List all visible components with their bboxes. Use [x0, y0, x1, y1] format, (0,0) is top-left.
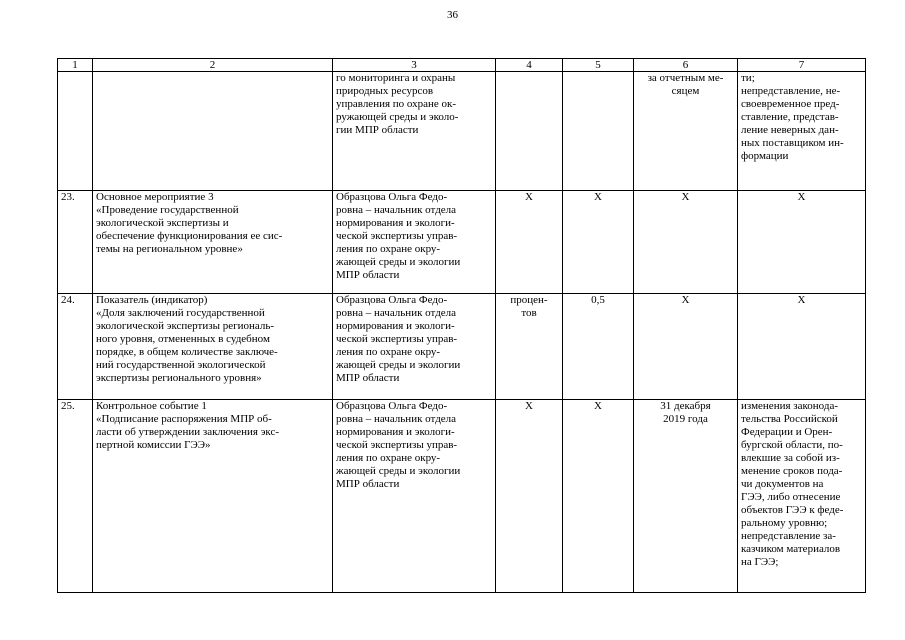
text-line: порядке, в общем количестве заключе- [96, 346, 278, 358]
date-cell [634, 400, 738, 593]
value-cell [563, 191, 634, 294]
value-cell [563, 72, 634, 191]
header-cell: 7 [738, 59, 866, 72]
item-cell [93, 400, 333, 593]
table-row [58, 400, 866, 593]
text-line: экологической экспертизы региональ- [96, 320, 275, 332]
text-line: Контрольное событие 1 [96, 400, 207, 412]
text-line: «Доля заключений государственной [96, 307, 265, 319]
date-cell [634, 72, 738, 191]
responsible-cell [333, 72, 496, 191]
text-line: ления по охране окру- [336, 346, 441, 358]
header-cell: 5 [563, 59, 634, 72]
table-row [58, 72, 866, 191]
text-line: ружающей среды и эколо- [336, 111, 459, 123]
text-line: за отчетным ме- [647, 72, 724, 84]
text-line: Х [797, 294, 806, 306]
text-line: МПР области [336, 372, 400, 384]
text-line: менение сроков пода- [741, 465, 843, 477]
header-cell: 1 [58, 59, 93, 72]
row-number: 25. [58, 400, 93, 593]
unit-cell [496, 191, 563, 294]
text-line: ческой экспертизы управ- [336, 333, 458, 345]
text-line: ний государственной экологической [96, 359, 266, 371]
header-cell: 4 [496, 59, 563, 72]
unit-cell [496, 400, 563, 593]
text-line: казчиком материалов [741, 543, 841, 555]
text-line: МПР области [336, 478, 400, 490]
text-line: го мониторинга и охраны [336, 72, 456, 84]
text-line: «Проведение государственной [96, 204, 239, 216]
text-line: экологической экспертизы и [96, 217, 229, 229]
date-cell [634, 191, 738, 294]
text-line: ческой экспертизы управ- [336, 439, 458, 451]
text-line: ных поставщиком ин- [741, 137, 844, 149]
value-cell [563, 400, 634, 593]
text-line: обеспечение функционирования ее сис- [96, 230, 283, 242]
text-line: темы на региональном уровне» [96, 243, 243, 255]
unit-cell [496, 72, 563, 191]
text-line: гии МПР области [336, 124, 419, 136]
text-line: своевременное пред- [741, 98, 840, 110]
text-line: Х [681, 294, 690, 306]
text-line: ного уровня, отмененных в судебном [96, 333, 270, 345]
risk-cell [738, 294, 866, 400]
text-line: ставление, представ- [741, 111, 839, 123]
text-line: жающей среды и экологии [336, 359, 461, 371]
text-line: сяцем [671, 85, 700, 97]
text-line: ровна – начальник отдела [336, 204, 457, 216]
table-row [58, 294, 866, 400]
text-line: Образцова Ольга Федо- [336, 294, 448, 306]
text-line: ления по охране окру- [336, 243, 441, 255]
responsible-cell [333, 294, 496, 400]
text-line: Х [594, 400, 602, 412]
text-line: Х [525, 400, 533, 412]
header-row [58, 59, 866, 72]
text-line: непредставление, не- [741, 85, 841, 97]
item-cell [93, 72, 333, 191]
text-line: Показатель (индикатор) [96, 294, 208, 306]
text-line: ГЭЭ, либо отнесение [741, 491, 841, 503]
risk-cell [738, 191, 866, 294]
text-line: влекшие за собой из- [741, 452, 840, 464]
text-line: ласти об утверждении заключения экс- [96, 426, 280, 438]
text-line: 2019 года [663, 413, 708, 425]
text-line: непредставление за- [741, 530, 836, 542]
text-line: ления по охране окру- [336, 452, 441, 464]
text-line: экспертизы регионального уровня» [96, 372, 262, 384]
text-line: Образцова Ольга Федо- [336, 191, 448, 203]
text-line: жающей среды и экологии [336, 465, 461, 477]
text-line: жающей среды и экологии [336, 256, 461, 268]
unit-cell [496, 294, 563, 400]
text-line: Х [797, 191, 806, 203]
row-number: 24. [58, 294, 93, 400]
text-line: Х [681, 191, 690, 203]
item-cell [93, 294, 333, 400]
row-number: 23. [58, 191, 93, 294]
value-cell [563, 294, 634, 400]
text-line: Х [594, 191, 602, 203]
text-line: ральному уровню; [741, 517, 828, 529]
text-line: ление неверных дан- [741, 124, 839, 136]
text-line: ровна – начальник отдела [336, 413, 457, 425]
text-line: нормирования и экологи- [336, 426, 455, 438]
text-line: бургской области, по- [741, 439, 843, 451]
text-line: МПР области [336, 269, 400, 281]
risk-cell [738, 72, 866, 191]
text-line: управления по охране ок- [336, 98, 457, 110]
text-line: Основное мероприятие 3 [96, 191, 214, 203]
header-cell: 3 [333, 59, 496, 72]
text-line: тельства Российской [741, 413, 838, 425]
text-line: нормирования и экологи- [336, 320, 455, 332]
item-cell [93, 191, 333, 294]
text-line: Федерации и Орен- [741, 426, 833, 438]
header-cell: 6 [634, 59, 738, 72]
header-cell: 2 [93, 59, 333, 72]
text-line: изменения законода- [741, 400, 838, 412]
text-line: 0,5 [591, 294, 605, 306]
text-line: нормирования и экологи- [336, 217, 455, 229]
text-line: Образцова Ольга Федо- [336, 400, 448, 412]
page-number: 36 [447, 9, 458, 21]
measures-table [57, 58, 866, 593]
text-line: ровна – начальник отдела [336, 307, 457, 319]
responsible-cell [333, 400, 496, 593]
text-line: ти; [741, 72, 755, 84]
date-cell [634, 294, 738, 400]
text-line: природных ресурсов [336, 85, 434, 97]
text-line: ческой экспертизы управ- [336, 230, 458, 242]
text-line: «Подписание распоряжения МПР об- [96, 413, 272, 425]
risk-cell [738, 400, 866, 593]
text-line: Х [525, 191, 533, 203]
text-line: тов [521, 307, 537, 319]
table-row [58, 191, 866, 294]
row-number [58, 72, 93, 191]
text-line: чи документов на [741, 478, 824, 490]
text-line: пертной комиссии ГЭЭ» [96, 439, 211, 451]
text-line: объектов ГЭЭ к феде- [741, 504, 844, 516]
text-line: процен- [510, 294, 548, 306]
text-line: 31 декабря [660, 400, 711, 412]
text-line: на ГЭЭ; [741, 556, 779, 568]
text-line: формации [741, 150, 789, 162]
responsible-cell [333, 191, 496, 294]
